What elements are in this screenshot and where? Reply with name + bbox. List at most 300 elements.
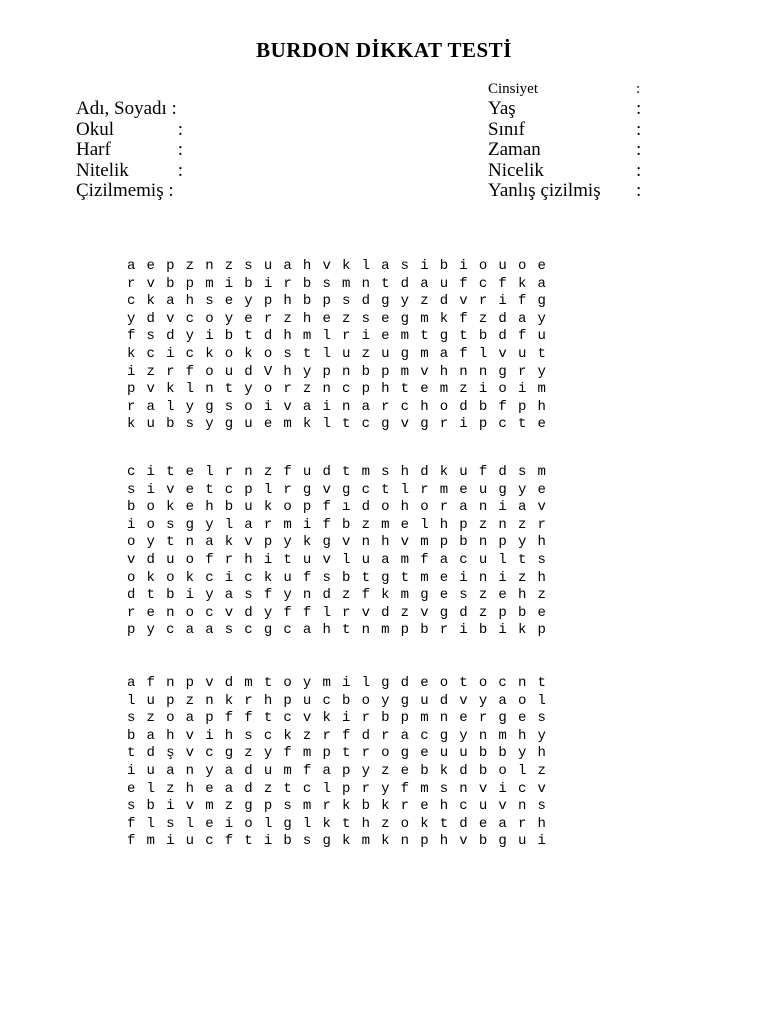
letter-cell[interactable]: b xyxy=(459,534,468,551)
letter-cell[interactable]: a xyxy=(185,710,195,727)
letter-cell[interactable]: s xyxy=(127,710,136,727)
letter-cell[interactable]: z xyxy=(361,516,370,533)
letter-cell[interactable]: n xyxy=(478,727,488,744)
letter-cell[interactable]: b xyxy=(478,833,488,850)
letter-cell[interactable]: b xyxy=(478,398,488,415)
letter-cell[interactable]: e xyxy=(420,798,429,815)
letter-cell[interactable]: f xyxy=(283,604,292,621)
letter-cell[interactable]: o xyxy=(263,381,273,398)
letter-cell[interactable]: s xyxy=(244,258,253,274)
letter-cell[interactable]: u xyxy=(302,464,312,480)
letter-cell[interactable]: z xyxy=(146,363,155,380)
letter-cell[interactable]: k xyxy=(263,569,273,586)
letter-cell[interactable]: v xyxy=(185,727,195,744)
letter-cell[interactable]: b xyxy=(478,745,488,762)
letter-cell[interactable]: p xyxy=(185,675,195,691)
letter-cell[interactable]: h xyxy=(537,398,546,415)
letter-cell[interactable]: m xyxy=(302,328,312,345)
letter-cell[interactable]: u xyxy=(302,692,312,709)
letter-cell[interactable]: l xyxy=(263,481,273,498)
letter-cell[interactable]: i xyxy=(459,416,468,433)
letter-cell[interactable]: k xyxy=(381,833,390,850)
letter-cell[interactable]: s xyxy=(166,516,175,533)
letter-cell[interactable]: r xyxy=(478,710,488,727)
letter-cell[interactable]: ı xyxy=(342,499,351,516)
letter-cell[interactable]: y xyxy=(127,310,136,327)
letter-cell[interactable]: e xyxy=(244,310,253,327)
letter-cell[interactable]: g xyxy=(439,727,449,744)
field-name[interactable] xyxy=(76,99,183,120)
letter-cell[interactable]: c xyxy=(517,780,527,797)
letter-cell[interactable]: i xyxy=(127,762,136,779)
letter-cell[interactable]: c xyxy=(127,293,136,310)
letter-cell[interactable]: z xyxy=(478,604,488,621)
letter-cell[interactable]: n xyxy=(166,604,175,621)
letter-cell[interactable]: s xyxy=(283,798,292,815)
letter-cell[interactable]: p xyxy=(517,398,527,415)
letter-cell[interactable]: l xyxy=(342,551,351,568)
letter-cell[interactable]: d xyxy=(146,745,155,762)
letter-cell[interactable]: e xyxy=(146,258,155,274)
letter-cell[interactable]: v xyxy=(146,275,155,292)
letter-cell[interactable]: t xyxy=(420,328,429,345)
letter-cell[interactable]: r xyxy=(478,293,488,310)
letter-cell[interactable]: t xyxy=(537,675,546,691)
letter-cell[interactable]: p xyxy=(400,622,410,639)
letter-cell[interactable]: p xyxy=(459,516,468,533)
letter-cell[interactable]: e xyxy=(420,745,429,762)
letter-cell[interactable]: u xyxy=(537,328,546,345)
letter-cell[interactable]: d xyxy=(498,464,507,480)
letter-cell[interactable]: r xyxy=(537,516,546,533)
letter-cell[interactable]: n xyxy=(342,363,351,380)
letter-cell[interactable]: e xyxy=(400,516,410,533)
letter-cell[interactable]: a xyxy=(439,345,449,362)
letter-cell[interactable]: y xyxy=(244,381,253,398)
letter-cell[interactable]: y xyxy=(400,293,410,310)
letter-cell[interactable]: s xyxy=(517,464,527,480)
letter-cell[interactable]: u xyxy=(185,833,195,850)
letter-cell[interactable]: k xyxy=(244,345,253,362)
letter-cell[interactable]: c xyxy=(283,710,292,727)
letter-cell[interactable]: i xyxy=(146,481,155,498)
letter-cell[interactable]: g xyxy=(537,293,546,310)
letter-cell[interactable]: v xyxy=(185,798,195,815)
letter-cell[interactable]: u xyxy=(459,745,468,762)
letter-cell[interactable]: k xyxy=(302,534,312,551)
letter-cell[interactable]: n xyxy=(439,710,449,727)
letter-cell[interactable]: g xyxy=(322,833,331,850)
letter-cell[interactable]: y xyxy=(517,481,527,498)
letter-cell[interactable]: c xyxy=(205,833,214,850)
letter-cell[interactable]: k xyxy=(146,569,155,586)
letter-cell[interactable]: s xyxy=(459,587,468,604)
letter-cell[interactable]: n xyxy=(498,516,507,533)
letter-cell[interactable]: e xyxy=(127,780,136,797)
letter-cell[interactable]: i xyxy=(166,345,175,362)
letter-cell[interactable]: y xyxy=(205,416,214,433)
letter-cell[interactable]: t xyxy=(342,745,351,762)
letter-cell[interactable]: r xyxy=(400,798,410,815)
letter-cell[interactable]: e xyxy=(205,780,214,797)
letter-cell[interactable]: p xyxy=(420,833,429,850)
letter-cell[interactable]: m xyxy=(420,345,429,362)
letter-cell[interactable]: l xyxy=(322,328,331,345)
letter-cell[interactable]: b xyxy=(342,516,351,533)
letter-cell[interactable]: i xyxy=(166,833,175,850)
letter-cell[interactable]: c xyxy=(244,622,253,639)
letter-cell[interactable]: o xyxy=(498,381,507,398)
letter-cell[interactable]: i xyxy=(146,464,155,480)
letter-cell[interactable]: u xyxy=(478,551,488,568)
letter-cell[interactable]: k xyxy=(517,622,527,639)
letter-cell[interactable]: t xyxy=(342,416,351,433)
letter-cell[interactable]: t xyxy=(342,464,351,480)
letter-cell[interactable]: s xyxy=(537,798,546,815)
letter-cell[interactable]: e xyxy=(537,258,546,274)
letter-cell[interactable]: m xyxy=(283,416,292,433)
letter-cell[interactable]: u xyxy=(478,481,488,498)
letter-cell[interactable]: s xyxy=(205,293,214,310)
letter-cell[interactable]: s xyxy=(283,345,292,362)
letter-cell[interactable]: v xyxy=(322,258,331,274)
letter-cell[interactable]: p xyxy=(283,692,292,709)
letter-cell[interactable]: o xyxy=(127,569,136,586)
letter-cell[interactable]: k xyxy=(166,499,175,516)
letter-cell[interactable]: r xyxy=(224,464,234,480)
letter-cell[interactable]: d xyxy=(263,328,273,345)
letter-cell[interactable]: v xyxy=(537,499,546,516)
letter-cell[interactable]: p xyxy=(205,710,214,727)
letter-cell[interactable]: h xyxy=(205,499,214,516)
letter-cell[interactable]: m xyxy=(420,780,429,797)
letter-cell[interactable]: p xyxy=(322,293,331,310)
letter-cell[interactable]: y xyxy=(146,534,155,551)
letter-cell[interactable]: e xyxy=(205,815,214,832)
letter-cell[interactable]: y xyxy=(224,310,234,327)
letter-cell[interactable]: o xyxy=(283,499,292,516)
letter-cell[interactable]: i xyxy=(420,258,429,274)
field-class[interactable] xyxy=(488,120,648,141)
letter-cell[interactable]: r xyxy=(127,275,136,292)
letter-cell[interactable]: e xyxy=(381,328,390,345)
letter-cell[interactable]: f xyxy=(302,604,312,621)
letter-cell[interactable]: o xyxy=(166,710,175,727)
letter-cell[interactable]: s xyxy=(224,622,234,639)
letter-cell[interactable]: t xyxy=(283,551,292,568)
letter-cell[interactable]: n xyxy=(478,363,488,380)
letter-cell[interactable]: s xyxy=(439,780,449,797)
letter-cell[interactable]: k xyxy=(420,815,429,832)
letter-cell[interactable]: m xyxy=(322,675,331,691)
letter-cell[interactable]: z xyxy=(283,310,292,327)
letter-cell[interactable]: e xyxy=(517,710,527,727)
letter-cell[interactable]: a xyxy=(224,762,234,779)
letter-cell[interactable]: k xyxy=(302,416,312,433)
letter-cell[interactable]: r xyxy=(166,363,175,380)
letter-cell[interactable]: k xyxy=(127,345,136,362)
letter-cell[interactable]: d xyxy=(400,675,410,691)
letter-cell[interactable]: p xyxy=(361,381,370,398)
letter-cell[interactable]: a xyxy=(205,622,214,639)
letter-cell[interactable]: t xyxy=(166,464,175,480)
letter-cell[interactable]: u xyxy=(146,416,155,433)
letter-cell[interactable]: i xyxy=(127,516,136,533)
letter-cell[interactable]: k xyxy=(146,293,155,310)
letter-cell[interactable]: m xyxy=(400,551,410,568)
letter-cell[interactable]: h xyxy=(381,381,390,398)
letter-cell[interactable]: u xyxy=(244,416,253,433)
letter-cell[interactable]: l xyxy=(498,551,507,568)
letter-cell[interactable]: h xyxy=(302,258,312,274)
letter-cell[interactable]: y xyxy=(283,534,292,551)
letter-cell[interactable]: z xyxy=(381,815,390,832)
letter-cell[interactable]: h xyxy=(537,815,546,832)
letter-cell[interactable]: s xyxy=(537,710,546,727)
letter-cell[interactable]: e xyxy=(146,604,155,621)
letter-cell[interactable]: u xyxy=(517,345,527,362)
letter-cell[interactable]: o xyxy=(263,345,273,362)
letter-cell[interactable]: b xyxy=(146,798,155,815)
letter-cell[interactable]: c xyxy=(361,481,370,498)
letter-cell[interactable]: r xyxy=(244,692,253,709)
letter-cell[interactable]: p xyxy=(302,499,312,516)
letter-cell[interactable]: g xyxy=(322,534,331,551)
letter-cell[interactable]: f xyxy=(185,363,195,380)
letter-cell[interactable]: i xyxy=(537,833,546,850)
letter-cell[interactable]: t xyxy=(459,328,468,345)
letter-cell[interactable]: f xyxy=(283,464,292,480)
letter-cell[interactable]: g xyxy=(498,710,507,727)
letter-cell[interactable]: z xyxy=(224,798,234,815)
letter-cell[interactable]: f xyxy=(302,569,312,586)
letter-cell[interactable]: a xyxy=(381,258,390,274)
letter-cell[interactable]: y xyxy=(263,604,273,621)
letter-cell[interactable]: a xyxy=(146,727,155,744)
letter-cell[interactable]: m xyxy=(205,798,214,815)
letter-cell[interactable]: p xyxy=(381,363,390,380)
letter-cell[interactable]: a xyxy=(400,727,410,744)
letter-cell[interactable]: n xyxy=(459,363,468,380)
letter-cell[interactable]: t xyxy=(459,675,468,691)
letter-cell[interactable]: d xyxy=(361,499,370,516)
letter-cell[interactable]: s xyxy=(361,310,370,327)
letter-cell[interactable]: g xyxy=(400,310,410,327)
letter-cell[interactable]: t xyxy=(400,381,410,398)
letter-cell[interactable]: g xyxy=(263,622,273,639)
letter-cell[interactable]: d xyxy=(244,780,253,797)
letter-cell[interactable]: z xyxy=(166,780,175,797)
field-quality[interactable] xyxy=(76,161,183,182)
letter-cell[interactable]: d xyxy=(127,587,136,604)
letter-cell[interactable]: m xyxy=(420,534,429,551)
letter-cell[interactable]: v xyxy=(361,604,370,621)
letter-cell[interactable]: b xyxy=(244,275,253,292)
letter-cell[interactable]: g xyxy=(244,798,253,815)
letter-cell[interactable]: c xyxy=(244,569,253,586)
letter-cell[interactable]: l xyxy=(166,398,175,415)
letter-cell[interactable]: i xyxy=(361,328,370,345)
letter-cell[interactable]: y xyxy=(205,762,214,779)
letter-cell[interactable]: d xyxy=(459,762,468,779)
letter-cell[interactable]: i xyxy=(205,727,214,744)
letter-cell[interactable]: r xyxy=(381,398,390,415)
letter-cell[interactable]: y xyxy=(381,692,390,709)
letter-cell[interactable]: b xyxy=(439,258,449,274)
letter-cell[interactable]: b xyxy=(283,833,292,850)
letter-cell[interactable]: s xyxy=(224,398,234,415)
letter-cell[interactable]: d xyxy=(439,692,449,709)
letter-cell[interactable]: a xyxy=(166,293,175,310)
letter-cell[interactable]: g xyxy=(400,345,410,362)
letter-cell[interactable]: m xyxy=(400,587,410,604)
letter-cell[interactable]: d xyxy=(459,398,468,415)
letter-cell[interactable]: k xyxy=(342,258,351,274)
letter-cell[interactable]: m xyxy=(205,275,214,292)
letter-cell[interactable]: z xyxy=(420,293,429,310)
letter-cell[interactable]: p xyxy=(244,481,253,498)
letter-cell[interactable]: u xyxy=(166,551,175,568)
field-letter[interactable] xyxy=(76,140,183,161)
letter-cell[interactable]: z xyxy=(302,727,312,744)
letter-cell[interactable]: e xyxy=(420,381,429,398)
letter-cell[interactable]: l xyxy=(146,780,155,797)
letter-cell[interactable]: o xyxy=(146,516,155,533)
letter-cell[interactable]: g xyxy=(381,416,390,433)
letter-cell[interactable]: d xyxy=(146,310,155,327)
letter-cell[interactable]: k xyxy=(185,569,195,586)
letter-cell[interactable]: k xyxy=(127,416,136,433)
letter-cell[interactable]: y xyxy=(263,745,273,762)
letter-cell[interactable]: k xyxy=(342,833,351,850)
letter-cell[interactable]: t xyxy=(127,745,136,762)
letter-cell[interactable]: g xyxy=(342,481,351,498)
letter-cell[interactable]: i xyxy=(342,710,351,727)
letter-cell[interactable]: i xyxy=(322,398,331,415)
letter-cell[interactable]: c xyxy=(302,780,312,797)
letter-cell[interactable]: s xyxy=(302,833,312,850)
letter-cell[interactable]: h xyxy=(283,363,292,380)
letter-cell[interactable]: v xyxy=(400,416,410,433)
letter-cell[interactable]: n xyxy=(478,534,488,551)
letter-cell[interactable]: k xyxy=(381,798,390,815)
letter-cell[interactable]: c xyxy=(205,604,214,621)
letter-cell[interactable]: p xyxy=(263,293,273,310)
letter-cell[interactable]: f xyxy=(263,587,273,604)
letter-cell[interactable]: n xyxy=(244,464,253,480)
letter-cell[interactable]: f xyxy=(224,710,234,727)
letter-cell[interactable]: i xyxy=(302,516,312,533)
letter-cell[interactable]: b xyxy=(302,275,312,292)
letter-cell[interactable]: i xyxy=(224,815,234,832)
letter-cell[interactable]: t xyxy=(244,833,253,850)
letter-cell[interactable]: a xyxy=(381,551,390,568)
letter-cell[interactable]: y xyxy=(244,293,253,310)
letter-cell[interactable]: m xyxy=(146,833,155,850)
letter-cell[interactable]: k xyxy=(322,710,331,727)
letter-cell[interactable]: m xyxy=(498,727,507,744)
letter-cell[interactable]: a xyxy=(127,258,136,274)
letter-cell[interactable]: z xyxy=(224,258,234,274)
letter-cell[interactable]: l xyxy=(361,675,370,691)
letter-cell[interactable]: m xyxy=(361,464,370,480)
letter-cell[interactable]: v xyxy=(459,293,468,310)
letter-cell[interactable]: y xyxy=(185,398,195,415)
letter-cell[interactable]: a xyxy=(537,275,546,292)
letter-cell[interactable]: l xyxy=(185,815,195,832)
letter-cell[interactable]: s xyxy=(244,727,253,744)
letter-cell[interactable]: v xyxy=(244,534,253,551)
letter-cell[interactable]: y xyxy=(283,587,292,604)
letter-cell[interactable]: a xyxy=(322,762,331,779)
letter-cell[interactable]: f xyxy=(127,328,136,345)
letter-cell[interactable]: t xyxy=(283,780,292,797)
letter-cell[interactable]: n xyxy=(185,762,195,779)
letter-cell[interactable]: a xyxy=(146,398,155,415)
letter-cell[interactable]: c xyxy=(205,745,214,762)
letter-cell[interactable]: z xyxy=(185,692,195,709)
letter-cell[interactable]: l xyxy=(127,692,136,709)
letter-cell[interactable]: v xyxy=(400,534,410,551)
letter-cell[interactable]: a xyxy=(517,499,527,516)
letter-cell[interactable]: l xyxy=(322,345,331,362)
letter-cell[interactable]: o xyxy=(146,499,155,516)
letter-cell[interactable]: o xyxy=(400,815,410,832)
letter-cell[interactable]: l xyxy=(185,381,195,398)
letter-cell[interactable]: a xyxy=(244,516,253,533)
letter-cell[interactable]: m xyxy=(381,516,390,533)
letter-cell[interactable]: t xyxy=(205,481,214,498)
letter-cell[interactable]: t xyxy=(381,481,390,498)
letter-cell[interactable]: z xyxy=(381,762,390,779)
letter-cell[interactable]: l xyxy=(361,258,370,274)
letter-cell[interactable]: o xyxy=(420,499,429,516)
letter-cell[interactable]: a xyxy=(517,310,527,327)
letter-cell[interactable]: e xyxy=(224,293,234,310)
letter-cell[interactable]: p xyxy=(342,762,351,779)
letter-cell[interactable]: g xyxy=(498,363,507,380)
letter-cell[interactable]: h xyxy=(283,293,292,310)
letter-cell[interactable]: h xyxy=(166,727,175,744)
letter-cell[interactable]: o xyxy=(244,398,253,415)
letter-cell[interactable]: s xyxy=(146,328,155,345)
letter-cell[interactable]: n xyxy=(361,534,370,551)
letter-cell[interactable]: c xyxy=(342,381,351,398)
letter-cell[interactable]: o xyxy=(478,258,488,274)
letter-cell[interactable]: f xyxy=(459,345,468,362)
letter-cell[interactable]: m xyxy=(400,363,410,380)
letter-cell[interactable]: p xyxy=(166,258,175,274)
letter-cell[interactable]: b xyxy=(127,727,136,744)
letter-cell[interactable]: b xyxy=(166,416,175,433)
letter-cell[interactable]: c xyxy=(185,310,195,327)
letter-cell[interactable]: t xyxy=(400,569,410,586)
letter-cell[interactable]: r xyxy=(342,328,351,345)
letter-cell[interactable]: f xyxy=(127,833,136,850)
letter-cell[interactable]: o xyxy=(205,363,214,380)
letter-cell[interactable]: h xyxy=(439,798,449,815)
letter-cell[interactable]: h xyxy=(439,833,449,850)
letter-cell[interactable]: t xyxy=(517,416,527,433)
letter-cell[interactable]: r xyxy=(263,310,273,327)
letter-cell[interactable]: r xyxy=(283,481,292,498)
letter-cell[interactable]: y xyxy=(478,692,488,709)
letter-cell[interactable]: h xyxy=(244,551,253,568)
letter-cell[interactable]: n xyxy=(478,499,488,516)
letter-cell[interactable]: l xyxy=(322,780,331,797)
letter-cell[interactable]: c xyxy=(283,622,292,639)
letter-cell[interactable]: u xyxy=(439,745,449,762)
